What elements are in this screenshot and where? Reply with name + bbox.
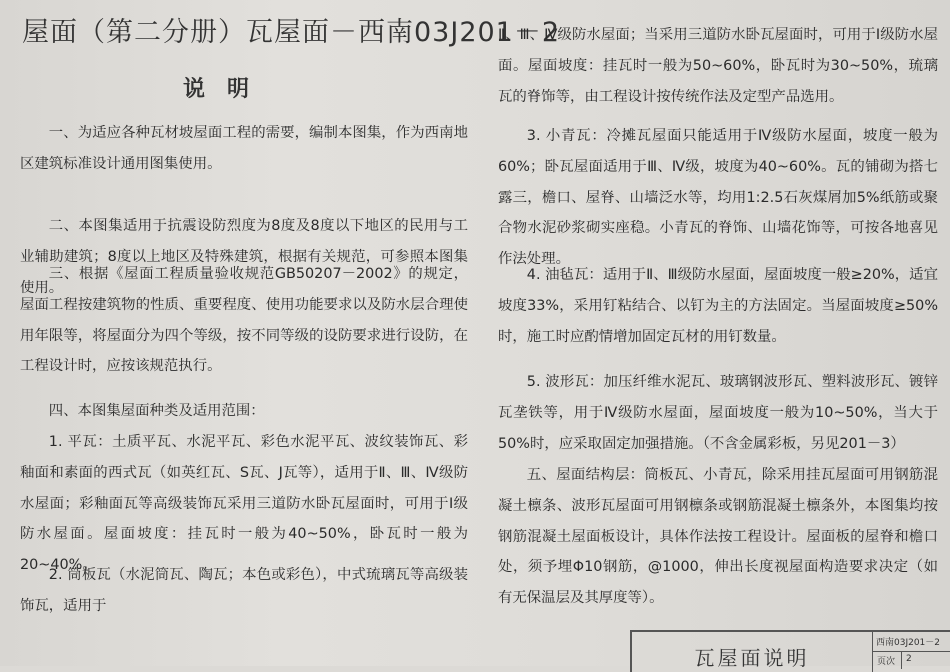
title-block-name: 瓦屋面说明 <box>632 632 873 672</box>
paragraph-scope: 二、本图集适用于抗震设防烈度为8度及8度以下地区的民用与工业辅助建筑；8度以上地区及特殊建筑，根据有关规范，可参照本图集使用。 <box>20 218 468 296</box>
paragraph-asphalt-shingle: 4. 油毡瓦：适用于Ⅱ、Ⅲ级防水屋面，屋面坡度一般≥20%，适宜坡度33%，采用钉粘结合、以钉为主的方法固定。当屋面坡度≥50%时，施工时应酌情增加固定瓦材的用钉数量。 <box>498 267 938 345</box>
paragraph-corrugated-tile: 5. 波形瓦：加压纤维水泥瓦、玻璃钢波形瓦、塑料波形瓦、镀锌瓦垄铁等，用于Ⅳ级防水屋面，屋面坡度一般为10~50%，当大于50%时，应采取固定加强措施。（不含金属彩板，另见201－3） <box>498 374 938 452</box>
title-block-side <box>873 632 950 672</box>
title-block-page-row <box>873 652 950 669</box>
paragraph-purpose: 一、为适应各种瓦材坡屋面工程的需要，编制本图集，作为西南地区建筑标准设计通用图集使用。 <box>20 125 468 172</box>
title-block-code: 西南03J201－2 <box>873 632 950 652</box>
page-number: 2 <box>906 654 912 664</box>
paragraph-grading: 三、根据《屋面工程质量验收规范GB50207－2002》的规定，屋面工程按建筑物的性质、重要程度、使用功能要求以及防水层合理使用年限等，将屋面分为四个等级，按不同等级的设防要求进行设防，在工程设计时，应按该规范执行。 <box>20 266 468 375</box>
paragraph-barrel-tile-cont: Ⅱ、Ⅲ、Ⅳ级防水屋面；当采用三道防水卧瓦屋面时，可用于Ⅰ级防水屋面。屋面坡度：挂瓦时一般为50~60%，卧瓦时为30~50%，琉璃瓦的脊饰等，由工程设计按传统作法及定型产品选用。 <box>498 27 938 105</box>
paragraph-structure: 五、屋面结构层：筒板瓦、小青瓦，除采用挂瓦屋面可用钢筋混凝土檩条、波形瓦屋面可用钢檩条或钢筋混凝土檩条外，本图集均按钢筋混凝土屋面板设计，具体作法按工程设计。屋面板的屋脊和檐口处，须予埋Φ10钢筋，@1000，伸出长度视屋面构造要求决定（如有无保温层及其厚度等）。 <box>498 467 938 607</box>
paragraph-flat-tile: 1. 平瓦：土质平瓦、水泥平瓦、彩色水泥平瓦、波纹装饰瓦、彩釉面和素面的西式瓦（如英红瓦、S瓦、J瓦等），适用于Ⅱ、Ⅲ、Ⅳ级防水屋面；彩釉面瓦等高级装饰瓦采用三道防水卧瓦屋面时，可用于Ⅰ级防水屋面。屋面坡度：挂瓦时一般为40~50%，卧瓦时一般为20~40%。 <box>20 434 468 574</box>
document-title: 屋面（第二分册）瓦屋面－西南03J201－2 <box>22 17 561 48</box>
page-label: 页次 <box>873 652 902 669</box>
section-heading: 说明 <box>183 77 272 102</box>
paragraph-barrel-tile: 2. 筒板瓦（水泥筒瓦、陶瓦；本色或彩色），中式琉璃瓦等高级装饰瓦，适用于 <box>20 567 468 614</box>
paragraph-small-tile: 3. 小青瓦：冷摊瓦屋面只能适用于Ⅳ级防水屋面，坡度一般为60%；卧瓦屋面适用于Ⅲ、Ⅳ级，坡度为40~60%。瓦的铺砌为搭七露三，檐口、屋脊、山墙泛水等，均用1:2.5石灰煤屑加5%纸筋或聚合物水泥砂浆砌实座稳。小青瓦的脊饰、山墙花饰等，可按各地喜见作法处理。 <box>498 128 938 268</box>
paragraph-types-heading: 四、本图集屋面种类及适用范围： <box>48 403 265 419</box>
